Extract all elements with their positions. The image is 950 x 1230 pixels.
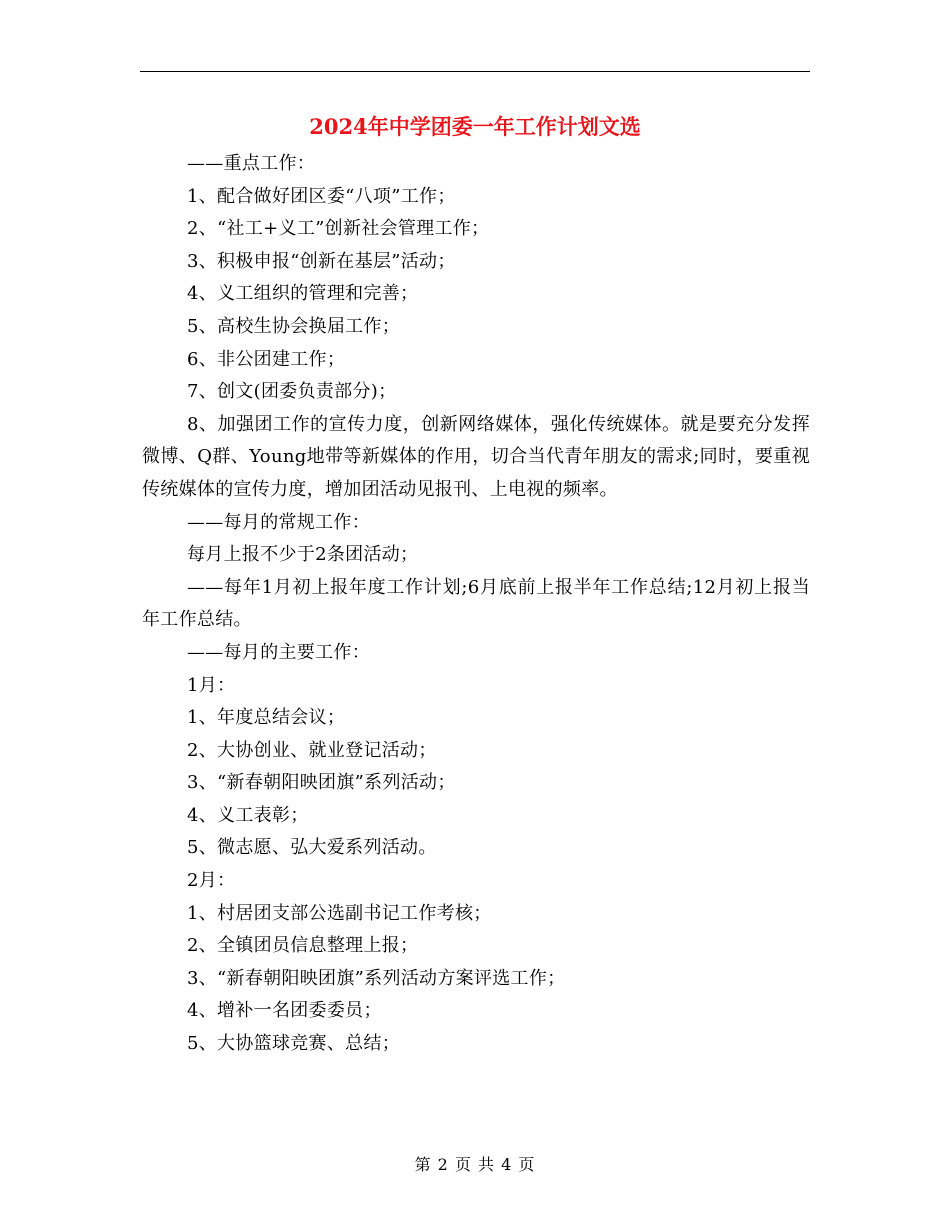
paragraph: ——每月的主要工作： <box>187 641 370 663</box>
document-body <box>142 148 810 1061</box>
paragraph: 2月： <box>187 870 236 892</box>
paragraph: ——每年1月初上报年度工作计划;6月底前上报半年工作总结;12月初上报当年工作总结。 <box>142 576 810 631</box>
paragraph: ——每月的常规工作： <box>187 511 370 533</box>
paragraph: 7、创文(团委负责部分)； <box>187 381 397 403</box>
document-title: 2024年中学团委一年工作计划文选 <box>309 114 641 139</box>
paragraph: 3、“新春朝阳映团旗”系列活动方案评选工作； <box>187 967 566 989</box>
paragraph: 1、配合做好团区委“八项”工作； <box>187 185 456 207</box>
header-rule <box>140 71 810 72</box>
paragraph: 2、大协创业、就业登记活动； <box>187 739 437 761</box>
page-number-footer: 第 2 页 共 4 页 <box>414 1155 536 1174</box>
paragraph: 6、非公团建工作； <box>187 348 346 370</box>
paragraph: 5、大协篮球竞赛、总结； <box>187 1033 401 1055</box>
paragraph: 1、村居团支部公选副书记工作考核； <box>187 902 492 924</box>
paragraph: 4、义工表彰； <box>187 804 309 826</box>
paragraph: 8、加强团工作的宣传力度，创新网络媒体，强化传统媒体。就是要充分发挥微博、Q群、Young地带等新媒体的作用，切合当代青年朋友的需求;同时，要重视传统媒体的宣传力度，增加团活动见报刊、上电视的频率。 <box>142 413 810 500</box>
paragraph: 2、全镇团员信息整理上报； <box>187 935 419 957</box>
paragraph: 5、高校生协会换届工作； <box>187 315 401 337</box>
paragraph: 4、义工组织的管理和完善； <box>187 283 419 305</box>
paragraph: 4、增补一名团委委员； <box>187 1000 382 1022</box>
paragraph: 每月上报不少于2条团活动； <box>187 544 419 566</box>
paragraph: 3、“新春朝阳映团旗”系列活动； <box>187 772 456 794</box>
paragraph: ——重点工作： <box>187 153 316 174</box>
paragraph: 5、微志愿、弘大爱系列活动。 <box>187 837 437 859</box>
paragraph: 1、年度总结会议； <box>187 707 346 729</box>
paragraph: 1月： <box>187 674 236 696</box>
paragraph: 2、“社工+义工”创新社会管理工作； <box>187 218 490 240</box>
paragraph: 3、积极申报“创新在基层”活动； <box>187 250 456 272</box>
